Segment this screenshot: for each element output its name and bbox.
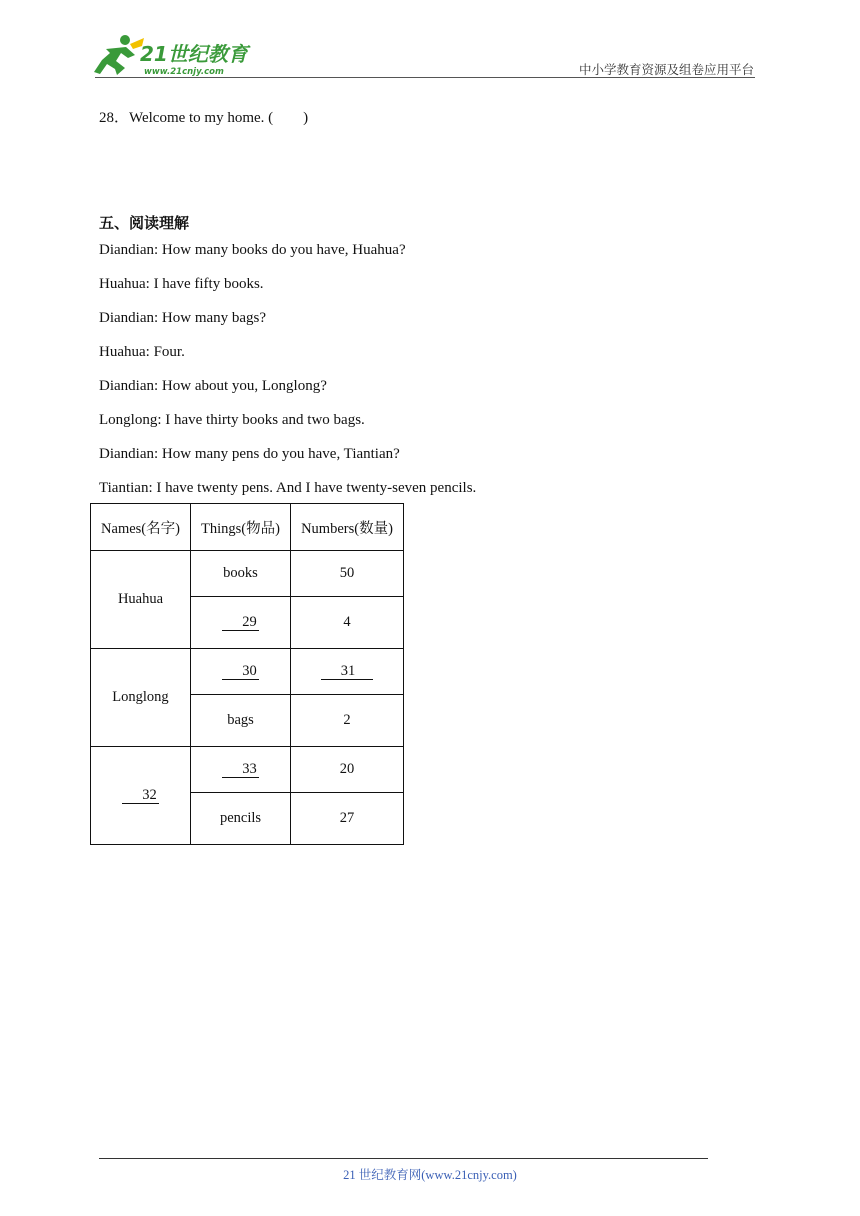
dialogue-line: Diandian: How about you, Longlong?: [99, 378, 327, 394]
number-cell: 27: [291, 793, 404, 845]
thing-cell: [191, 747, 291, 793]
answer-blank-30[interactable]: 30: [222, 664, 259, 680]
name-cell: Longlong: [91, 649, 191, 747]
dialogue-line: Huahua: I have fifty books.: [99, 276, 264, 292]
answer-blank-33[interactable]: 33: [222, 762, 259, 778]
footer-link[interactable]: 21 世纪教育网(www.21cnjy.com): [343, 1168, 517, 1182]
answer-blank-29[interactable]: 29: [222, 615, 259, 631]
dialogue-line: Diandian: How many books do you have, Huahua?: [99, 242, 406, 258]
header-things: Things(物品): [191, 504, 291, 551]
dialogue-line: Huahua: Four.: [99, 344, 185, 360]
table-header-row: [91, 504, 404, 551]
header-divider: [95, 77, 755, 78]
dialogue-line: Diandian: How many pens do you have, Tiantian?: [99, 446, 400, 462]
answer-blank-31[interactable]: 31: [321, 664, 374, 680]
question-28: 28．Welcome to my home. ( ): [99, 110, 309, 126]
dialogue: [99, 240, 476, 512]
dialogue-line: Diandian: How many bags?: [99, 310, 267, 326]
answer-blank-32[interactable]: 32: [122, 788, 159, 804]
number-cell: 20: [291, 747, 404, 793]
number-cell: 50: [291, 551, 404, 597]
thing-cell: [191, 649, 291, 695]
name-cell: [91, 747, 191, 845]
header-tagline: 中小学教育资源及组卷应用平台: [578, 62, 754, 77]
section-title: 五、阅读理解: [99, 214, 190, 232]
table-row: [91, 649, 404, 695]
logo-url: www.21cnjy.com: [144, 67, 224, 77]
dialogue-line: Longlong: I have thirty books and two bags.: [99, 412, 365, 428]
reading-table: [90, 503, 404, 845]
dialogue-line: Tiantian: I have twenty pens. And I have twenty-seven pencils.: [99, 480, 477, 496]
footer-divider: [99, 1158, 708, 1159]
table-row: [91, 747, 404, 793]
header-numbers: Numbers(数量): [291, 504, 404, 551]
number-cell: 4: [291, 597, 404, 649]
thing-cell: bags: [191, 695, 291, 747]
number-cell: [291, 649, 404, 695]
number-cell: 2: [291, 695, 404, 747]
logo-text: 21世纪教育: [140, 42, 248, 66]
runner-logo-icon: [94, 35, 144, 75]
header-names: Names(名字): [91, 504, 191, 551]
site-logo: [92, 34, 264, 78]
thing-cell: [191, 597, 291, 649]
name-cell: Huahua: [91, 551, 191, 649]
thing-cell: pencils: [191, 793, 291, 845]
thing-cell: books: [191, 551, 291, 597]
table-row: [91, 551, 404, 597]
